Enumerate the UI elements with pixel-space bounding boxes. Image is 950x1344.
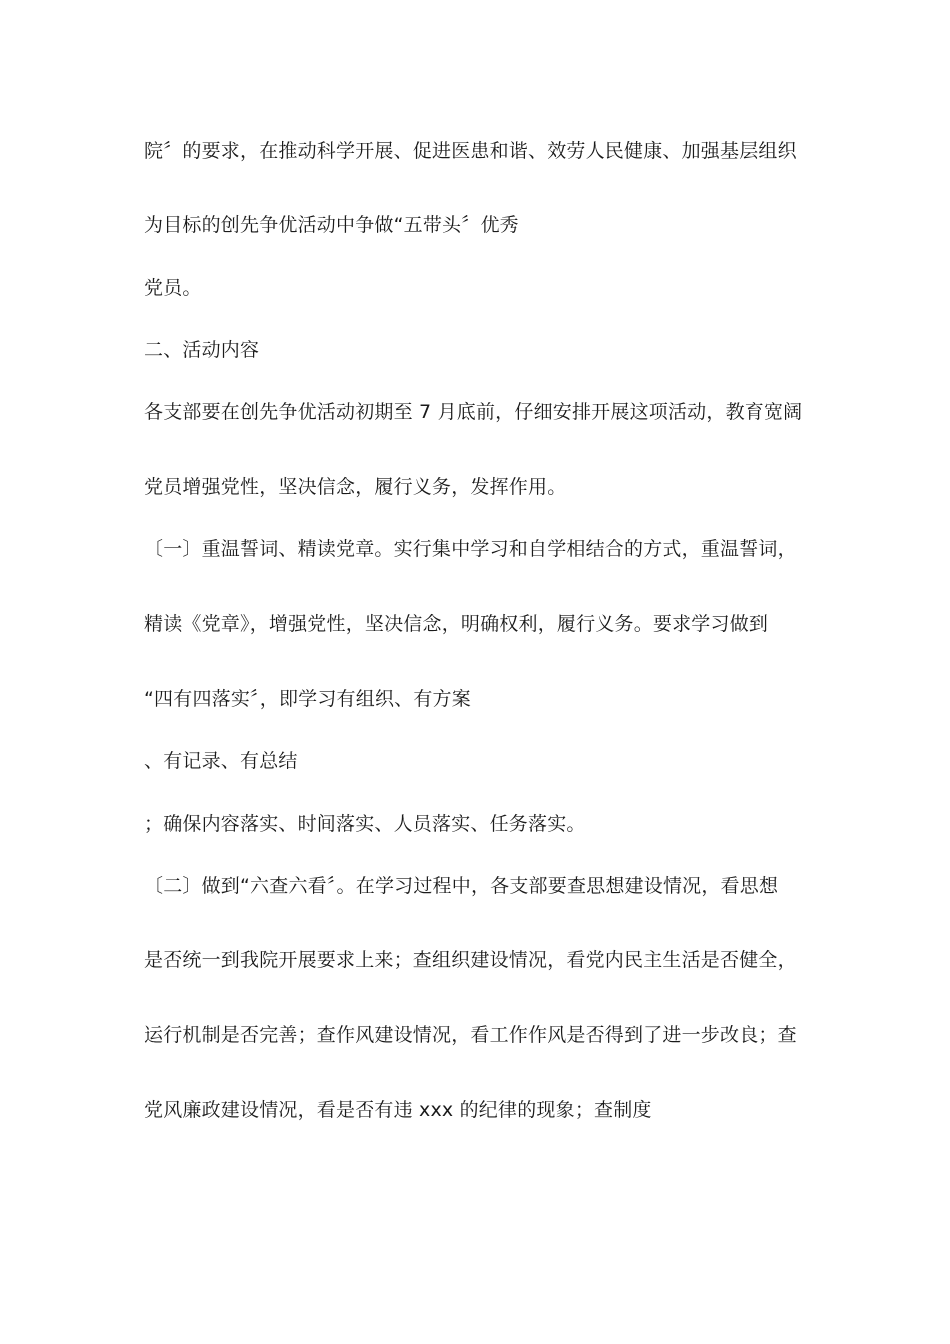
text-line: 院〞的要求，在推动科学开展、促进医患和谐、效劳人民健康、加强基层组织: [144, 140, 797, 162]
section-heading: 二、活动内容: [144, 339, 260, 361]
text-line: 〔二〕做到“六查六看〞。在学习过程中，各支部要查思想建设情况，看思想: [144, 875, 779, 897]
text-line: 党风廉政建设情况，看是否有违 xxx 的纪律的现象；查制度: [144, 1099, 652, 1121]
text-line: 是否统一到我院开展要求上来；查组织建设情况，看党内民主生活是否健全，: [144, 949, 797, 971]
text-line: 精读《党章》，增强党性，坚决信念，明确权利，履行义务。要求学习做到: [144, 613, 769, 635]
text-line: “四有四落实〞，即学习有组织、有方案: [144, 688, 471, 710]
text-line: 党员。: [144, 277, 202, 299]
text-line: 为目标的创先争优活动中争做“五带头〞优秀: [144, 214, 519, 236]
text-line: ；确保内容落实、时间落实、人员落实、任务落实。: [144, 813, 586, 835]
text-line: 各支部要在创先争优活动初期至 7 月底前，仔细安排开展这项活动，教育宽阔: [144, 401, 803, 423]
text-line: 运行机制是否完善；查作风建设情况，看工作作风是否得到了进一步改良；查: [144, 1024, 797, 1046]
text-line: 党员增强党性，坚决信念，履行义务，发挥作用。: [144, 476, 567, 498]
text-line: 〔一〕重温誓词、精读党章。实行集中学习和自学相结合的方式，重温誓词，: [144, 538, 797, 560]
text-line: 、有记录、有总结: [144, 750, 298, 772]
